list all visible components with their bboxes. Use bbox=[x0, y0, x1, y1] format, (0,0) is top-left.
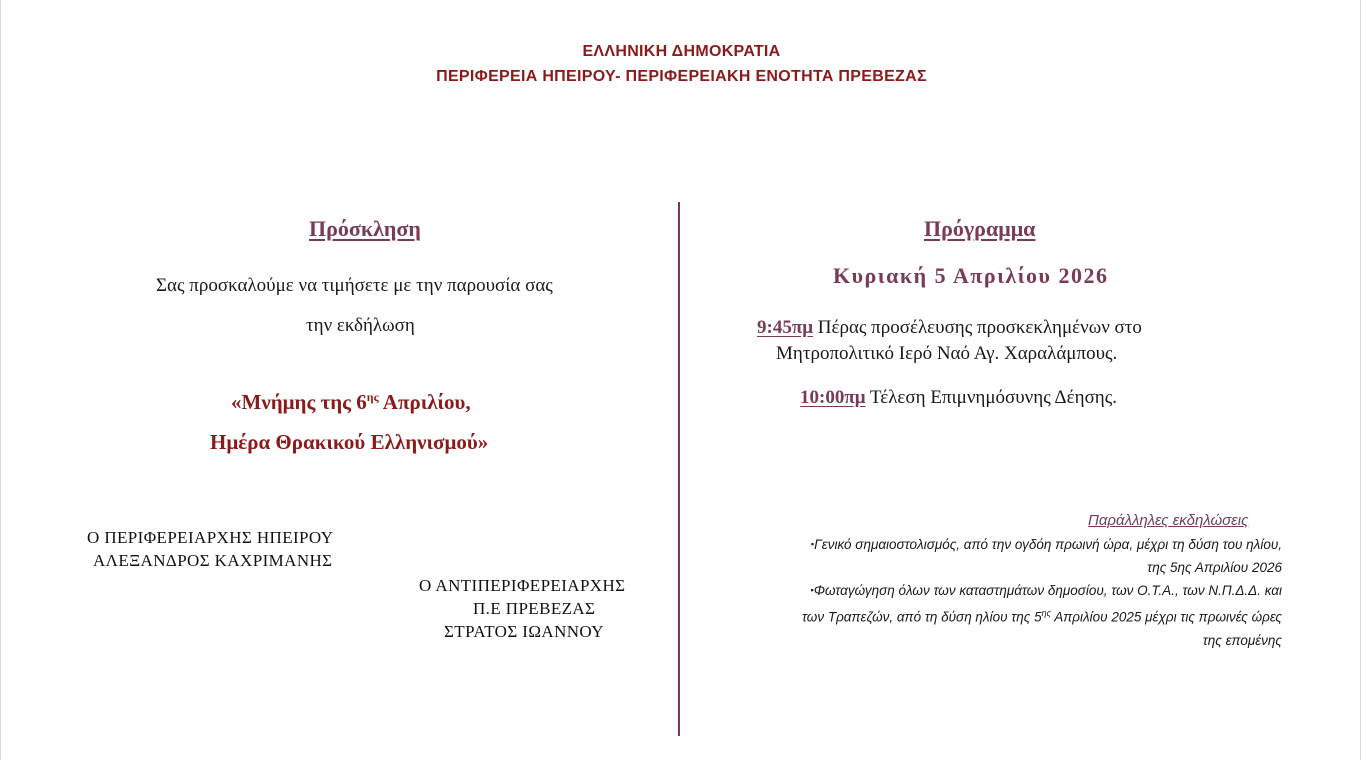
bullet-icon: ▪ bbox=[810, 539, 815, 549]
deputy-unit: Π.Ε ΠΡΕΒΕΖΑΣ bbox=[473, 599, 596, 618]
program-item-2 bbox=[800, 387, 1117, 409]
parallel-item-2-line3: της επομένης bbox=[1202, 632, 1282, 648]
event-title-line2: Ημέρα Θρακικού Ελληνισμού» bbox=[210, 430, 489, 454]
parallel-item-1-line2: της 5ης Απριλίου 2026 bbox=[1147, 560, 1282, 575]
event-title-line1 bbox=[231, 390, 471, 415]
event-title-sup: ης bbox=[366, 390, 379, 404]
deputy-title: Ο ΑΝΤΙΠΕΡΙΦΕΡΕΙΑΡΧΗΣ bbox=[419, 576, 626, 595]
parallel-events-title: Παράλληλες εκδηλώσεις bbox=[1088, 512, 1249, 529]
program-item-2-time: 10:00πμ bbox=[800, 387, 866, 408]
parallel-item-2-sup: ης bbox=[1041, 608, 1051, 618]
program-title: Πρόγραμμα bbox=[924, 216, 1036, 241]
parallel-item-1-line1 bbox=[701, 533, 1282, 556]
column-divider bbox=[678, 202, 680, 736]
event-title-post: Απριλίου, bbox=[378, 390, 471, 414]
parallel-item-2-text: Φωταγώγηση όλων των καταστημάτων δημοσίου, των Ο.Τ.Α., των Ν.Π.Δ.Δ. και bbox=[813, 583, 1282, 598]
parallel-item-2-post: Απριλίου 2025 μέχρι τις πρωινές ώρες bbox=[1051, 609, 1282, 625]
parallel-item-2-pre: των Τραπεζών, από τη δύση ηλίου της 5 bbox=[801, 609, 1042, 625]
event-title-pre: «Μνήμης της 6 bbox=[231, 390, 367, 414]
invitation-text-line2: την εκδήλωση bbox=[306, 315, 415, 336]
program-item-1-line1 bbox=[757, 317, 1142, 339]
parallel-events-list bbox=[701, 533, 1282, 652]
program-item-1-text: Πέρας προσέλευσης προσκεκλημένων στο bbox=[813, 317, 1142, 338]
parallel-item-2-line1 bbox=[701, 579, 1282, 602]
parallel-item-2-line2 bbox=[701, 602, 1282, 629]
program-item-1-line2: Μητροπολιτικό Ιερό Ναό Αγ. Χαραλάμπους. bbox=[776, 343, 1118, 364]
governor-title: Ο ΠΕΡΙΦΕΡΕΙΑΡΧΗΣ ΗΠΕΙΡΟΥ bbox=[87, 528, 334, 547]
parallel-item-1-text: Γενικό σημαιοστολισμός, από την ογδόη πρωινή ώρα, μέχρι τη δύση του ηλίου, bbox=[814, 537, 1282, 552]
program-date: Κυριακή 5 Απριλίου 2026 bbox=[833, 263, 1109, 288]
program-item-1-time: 9:45πμ bbox=[757, 317, 814, 338]
deputy-name: ΣΤΡΑΤΟΣ ΙΩΑΝΝΟΥ bbox=[444, 622, 604, 641]
header-country: ΕΛΛΗΝΙΚΗ ΔΗΜΟΚΡΑΤΙΑ bbox=[582, 43, 781, 60]
bullet-icon: ▪ bbox=[810, 585, 814, 595]
program-item-2-text: Τέλεση Επιμνημόσυνης Δέησης. bbox=[865, 387, 1118, 408]
invitation-text-line1: Σας προσκαλούμε να τιμήσετε με την παρουσία σας bbox=[156, 275, 553, 296]
governor-name: ΑΛΕΞΑΝΔΡΟΣ ΚΑΧΡΙΜΑΝΗΣ bbox=[93, 551, 333, 570]
header-region: ΠΕΡΙΦΕΡΕΙΑ ΗΠΕΙΡΟΥ- ΠΕΡΙΦΕΡΕΙΑΚΗ ΕΝΟΤΗΤΑ ΠΡΕΒΕΖΑΣ bbox=[436, 68, 927, 85]
invitation-title: Πρόσκληση bbox=[309, 216, 421, 241]
